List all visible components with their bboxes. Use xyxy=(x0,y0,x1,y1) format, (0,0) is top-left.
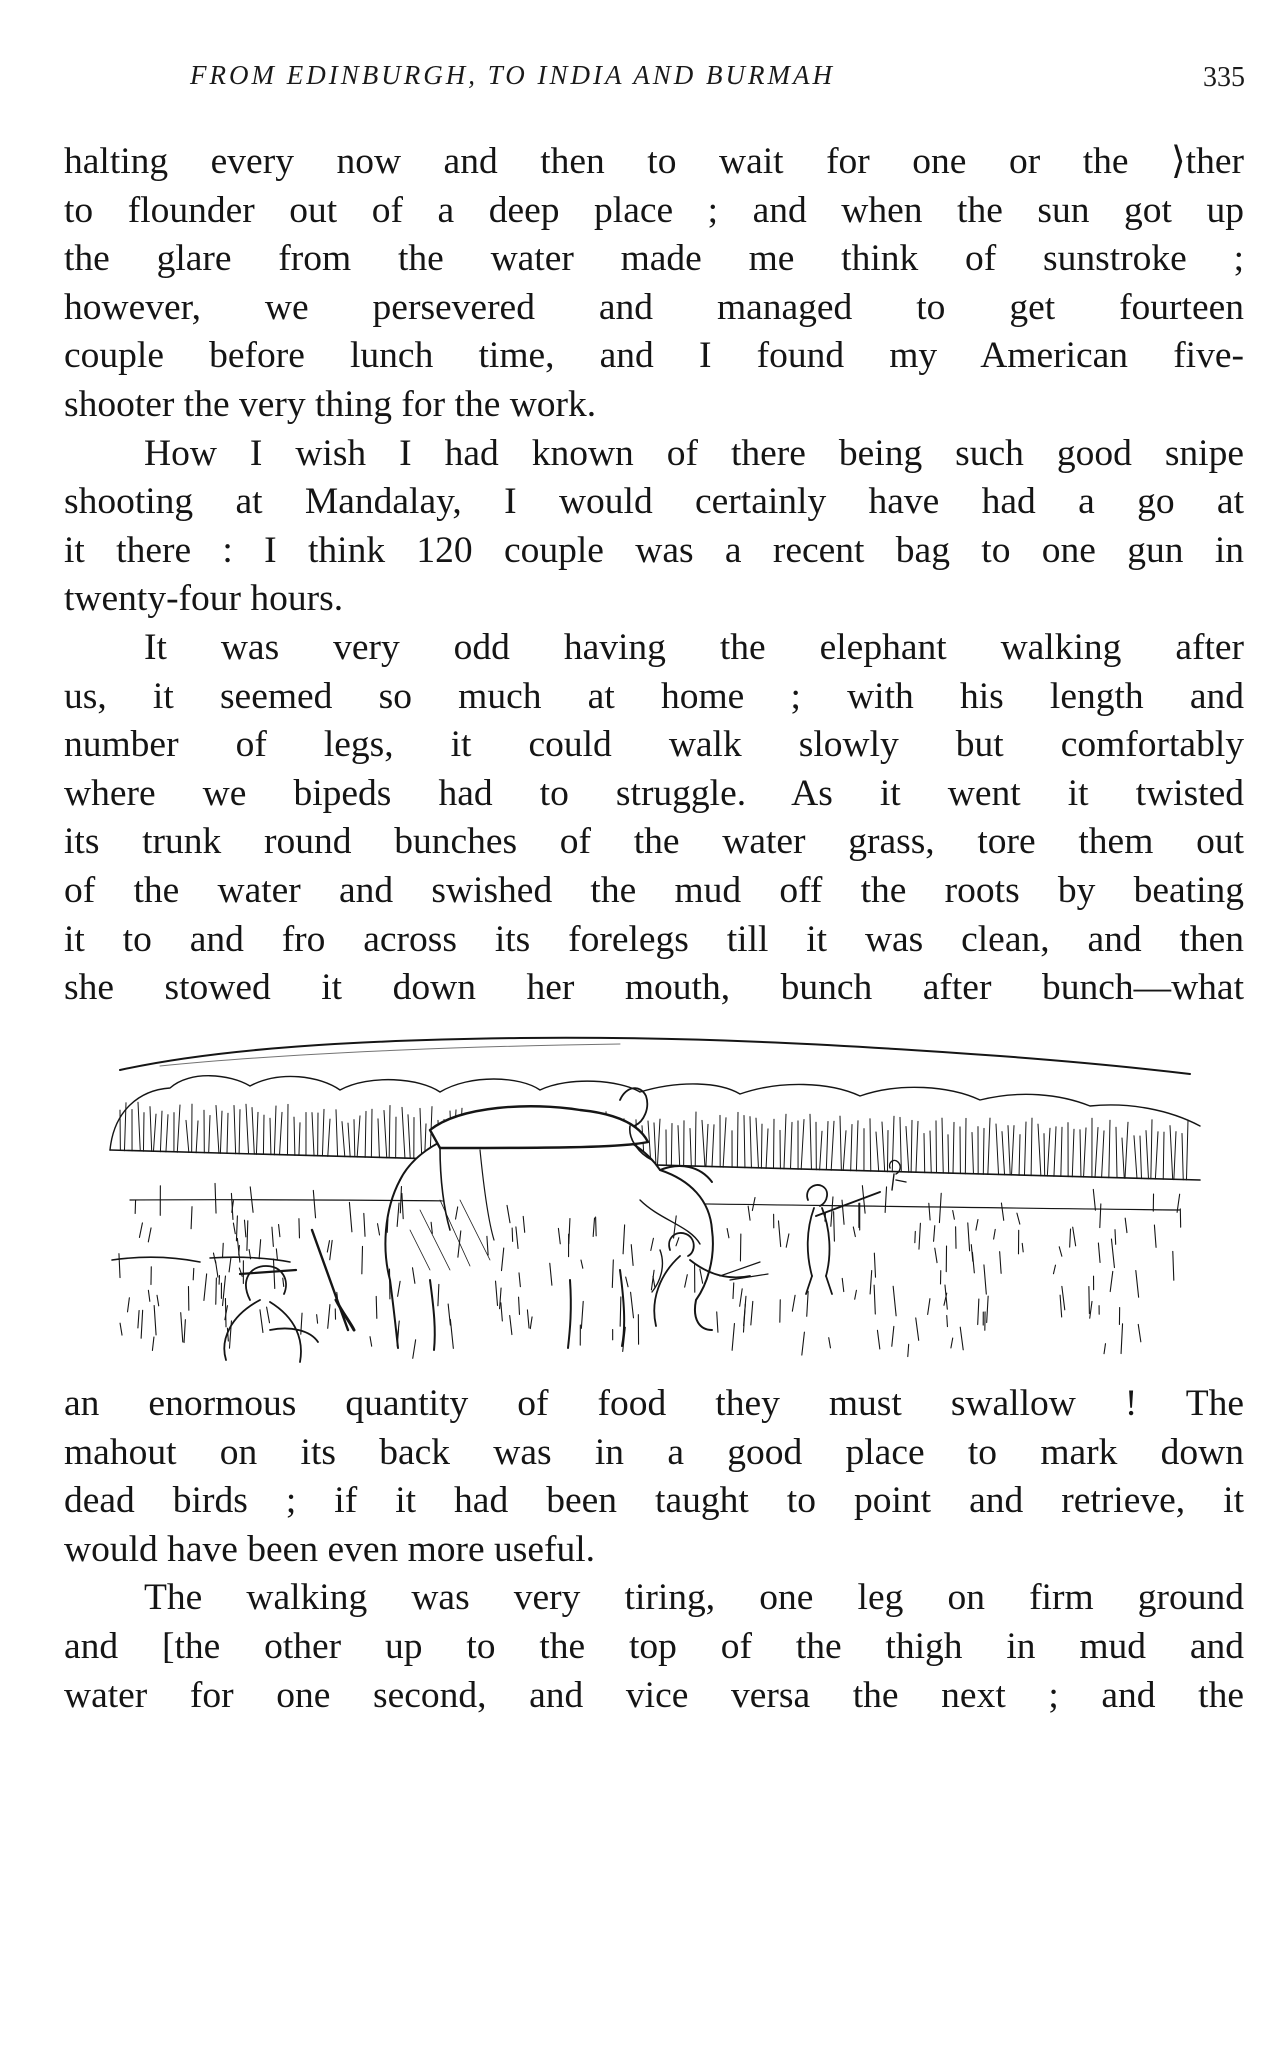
body-text-lower xyxy=(64,1380,1244,1720)
text-line: where we bipeds had to struggle. As it went it twisted xyxy=(64,772,1244,814)
text-line: it there : I think 120 couple was a recent bag to one gun in xyxy=(64,529,1244,571)
text-line: its trunk round bunches of the water grass, tore them out xyxy=(64,821,1244,863)
text-line: us, it seemed so much at home ; with his length and xyxy=(64,675,1244,717)
standing-shooter xyxy=(806,1185,880,1294)
kneeling-hunter xyxy=(224,1230,354,1362)
text-line: it to and fro across its forelegs till it was clean, and then xyxy=(64,918,1244,960)
text-line: mahout on its back was in a good place to mark down xyxy=(64,1431,1244,1473)
text-line: to flounder out of a deep place ; and when the sun got up xyxy=(64,189,1244,231)
text-line: It was very odd having the elephant walking after xyxy=(144,626,1244,668)
text-line: however, we persevered and managed to get fourteen xyxy=(64,286,1244,328)
text-line: twenty-four hours. xyxy=(64,578,344,620)
text-line: dead birds ; if it had been taught to point and retrieve, it xyxy=(64,1480,1244,1522)
text-line: shooter the very thing for the work. xyxy=(64,383,597,425)
text-line: couple before lunch time, and I found my American five- xyxy=(64,335,1244,377)
text-line: would have been even more useful. xyxy=(64,1528,596,1570)
text-line: How I wish I had known of there being such good snipe xyxy=(144,432,1244,474)
elephant xyxy=(385,1088,712,1350)
text-line: halting every now and then to wait for one or the ⟩ther xyxy=(64,141,1244,182)
text-line: water for one second, and vice versa the next ; and the xyxy=(64,1674,1244,1716)
elephant-snipe-shooting-illustration xyxy=(100,1030,1210,1370)
text-line: the glare from the water made me think of sunstroke ; xyxy=(64,238,1244,280)
text-line: of the water and swished the mud off the roots by beating xyxy=(64,869,1244,911)
text-line: she stowed it down her mouth, bunch after bunch—what xyxy=(64,967,1244,1009)
running-head: FROM EDINBURGH, TO INDIA AND BURMAH xyxy=(190,60,835,90)
page-number: 335 xyxy=(1203,62,1245,93)
text-line: and [the other up to the top of the thigh in mud and xyxy=(64,1625,1244,1667)
text-line: number of legs, it could walk slowly but comfortably xyxy=(64,724,1244,766)
text-line: The walking was very tiring, one leg on firm ground xyxy=(144,1577,1244,1619)
text-line: an enormous quantity of food they must swallow ! The xyxy=(64,1383,1244,1424)
text-line: shooting at Mandalay, I would certainly have had a go at xyxy=(64,481,1244,523)
body-text-upper xyxy=(64,138,1244,1013)
page-header xyxy=(190,60,1245,100)
